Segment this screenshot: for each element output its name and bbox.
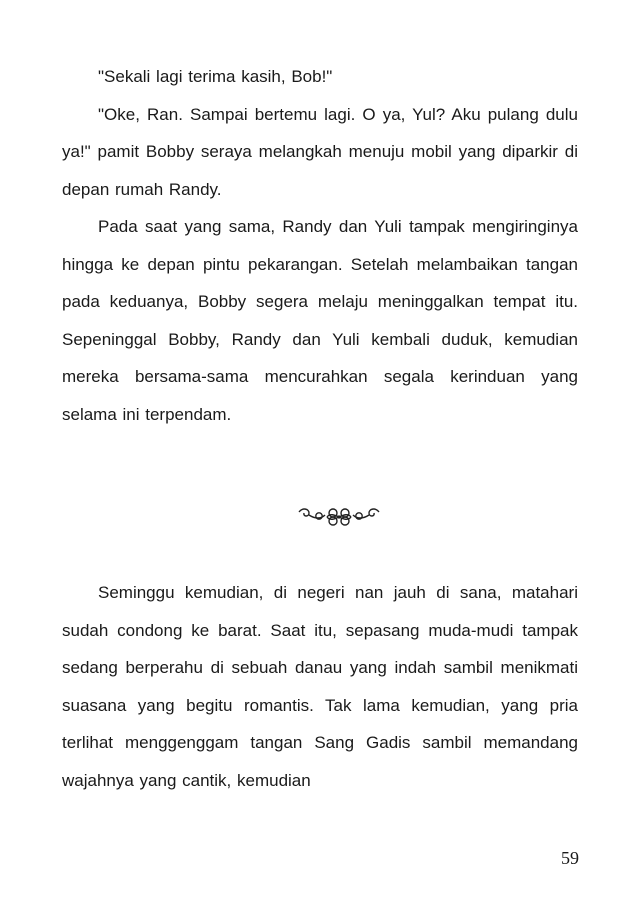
paragraph-farewell: "Oke, Ran. Sampai bertemu lagi. O ya, Yul? Aku pulang dulu ya!" pamit Bobby seraya melangkah menuju mobil yang diparkir di depan rumah Randy. xyxy=(62,104,578,199)
paragraph-departure: Pada saat yang sama, Randy dan Yuli tampak mengiringinya hingga ke depan pintu pekarangan. Setelah melambaikan tangan pada keduanya, Bobby segera melaju meninggalkan tempat itu. Sepeninggal Bobby, Randy dan Yuli kembali duduk, kemudian mereka bersama-sama mencurahkan segala kerinduan yang selama ini terpendam. xyxy=(62,217,578,424)
paragraph-lake-scene: Seminggu kemudian, di negeri nan jauh di sana, matahari sudah condong ke barat. Saat itu, sepasang muda-mudi tampak sedang berperahu di sebuah danau yang indah sambil menikmati suasana yang begitu romantis. Tak lama kemudian, yang pria terlihat menggenggam tangan Sang Gadis sambil memandang wajahnya yang cantik, kemudian xyxy=(62,583,578,790)
page-number: 59 xyxy=(561,848,579,868)
section-two xyxy=(62,574,578,799)
section-one xyxy=(62,58,578,433)
ornament-flourish-icon xyxy=(297,503,381,529)
paragraph-thanks: "Sekali lagi terima kasih, Bob!" xyxy=(98,67,333,86)
